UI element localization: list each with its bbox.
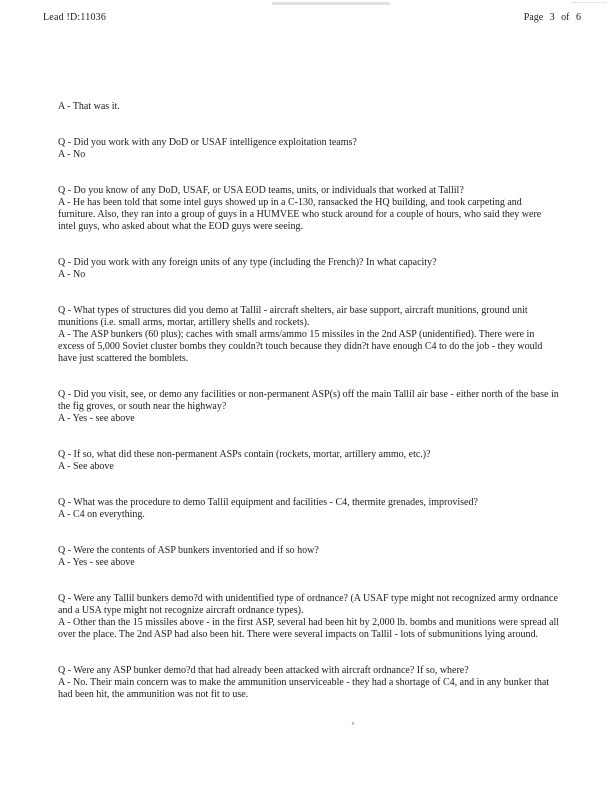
- question-text: Q - What types of structures did you demo at Tallil - aircraft shelters, air base support, aircraft munitions, ground unit munitions (i.e. small arms, mortar, artillery shells and rockets).: [58, 305, 528, 328]
- qa-block: [58, 449, 561, 473]
- question-text: Q - If so, what did these non-permanent ASPs contain (rockets, mortar, artillery ammo, etc.)?: [58, 449, 431, 460]
- question-text: Q - Did you work with any DoD or USAF intelligence exploitation teams?: [58, 137, 357, 148]
- answer-text: A - Yes - see above: [58, 413, 135, 424]
- answer-text: A - C4 on everything.: [58, 509, 145, 520]
- question-text: Q - Did you visit, see, or demo any facilities or non-permanent ASP(s) off the main Tallil air base - either north of the base in the fig groves, or south near the highway?: [58, 389, 559, 412]
- qa-block: [58, 665, 561, 701]
- qa-block: [58, 593, 561, 641]
- question-text: Q - Were the contents of ASP bunkers inventoried and if so how?: [58, 545, 319, 556]
- page-number-indicator: Page 3 of 6: [523, 12, 581, 23]
- qa-block: [58, 185, 561, 233]
- transcript-body: [58, 101, 561, 725]
- answer-text: A - See above: [58, 461, 114, 472]
- qa-block: [58, 497, 561, 521]
- qa-block: [58, 389, 561, 425]
- answer-text: A - Other than the 15 missiles above - in the first ASP, several had been hit by 2,000 lb. bombs and munitions were spread all over the place. The 2nd ASP had also been hit. There were several impacts on Tallil - lots of submunitions lying around.: [58, 617, 560, 640]
- answer-text: A - The ASP bunkers (60 plus); caches with small arms/ammo 15 missiles in the 2nd ASP (unidentified). There were in excess of 5,000 Soviet cluster bombs they couldn?t touch because they didn?t have enough C4 to do the job - they would have just scattered the bomblets.: [58, 329, 543, 364]
- lead-id-label: Lead !D:11036: [43, 12, 107, 23]
- qa-block: [58, 545, 561, 569]
- answer-text: A - No: [58, 149, 86, 160]
- qa-block: [58, 137, 561, 161]
- answer-text: A - That was it.: [58, 101, 120, 112]
- question-text: Q - What was the procedure to demo Tallil equipment and facilities - C4, thermite grenades, improvised?: [58, 497, 478, 508]
- question-text: Q - Did you work with any foreign units of any type (including the French)? In what capacity?: [58, 257, 437, 268]
- question-text: Q - Were any ASP bunker demo?d that had already been attacked with aircraft ordnance? If so, where?: [58, 665, 469, 676]
- scan-artifact-smudge: [272, 2, 390, 5]
- question-text: Q - Do you know of any DoD, USAF, or USA EOD teams, units, or individuals that worked at Tallil?: [58, 185, 464, 196]
- qa-block: [58, 305, 561, 365]
- answer-text: A - No. Their main concern was to make the ammunition unserviceable - they had a shortage of C4, and in any bunker that had been hit, the ammunition was not fit to use.: [58, 677, 550, 700]
- scan-artifact-dots: [572, 2, 606, 3]
- answer-text: A - Yes - see above: [58, 557, 135, 568]
- question-text: Q - Were any Tallil bunkers demo?d with unidentified type of ordnance? (A USAF type might not recognized army ordnance and a USA type might not recognize aircraft ordnance types).: [58, 593, 558, 616]
- answer-text: A - No: [58, 269, 86, 280]
- qa-block: [58, 101, 561, 113]
- answer-text: A - He has been told that some intel guys showed up in a C-130, ransacked the HQ building, and took carpeting and furniture. Also, they ran into a group of guys in a HUMVEE who stuck around for a couple of hours, who said they were intel guys, who asked about what the EOD guys were seeing.: [58, 197, 542, 232]
- qa-block: [58, 257, 561, 281]
